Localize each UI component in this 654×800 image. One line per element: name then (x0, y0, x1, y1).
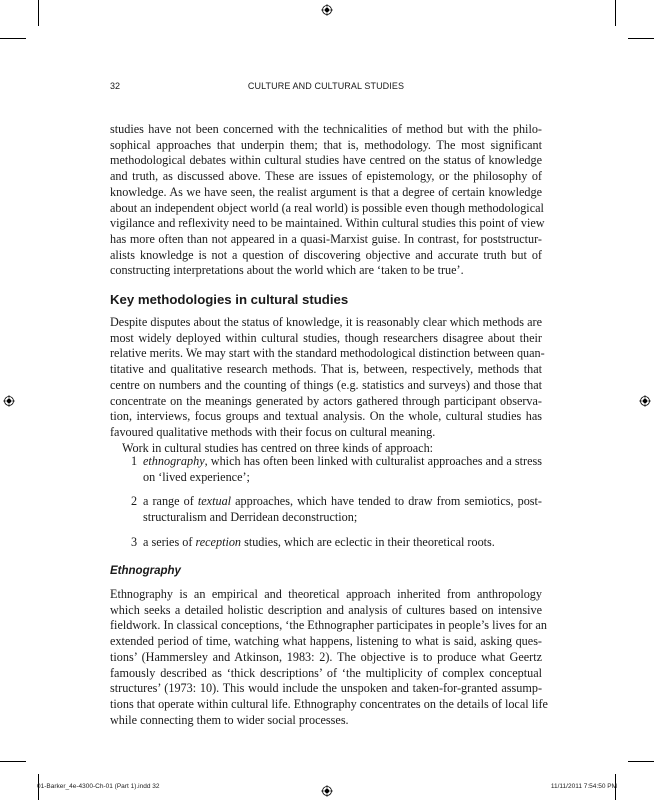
paragraph-text (110, 587, 548, 728)
paragraph-text (110, 122, 545, 279)
text-line: which seeks a detailed holistic description and analysis of cultures based on intensive (110, 602, 542, 617)
crop-mark (0, 761, 26, 762)
list-item: 1 ethnography, which has often been linked with culturalist approaches and a stress on ‘lived experience’; (131, 454, 542, 484)
text-line: constructing interpretations about the world which are ‘taken to be true’. (110, 263, 464, 278)
text-line: alists knowledge is not a question of discovering objective and accurate truth but of (110, 247, 542, 262)
crop-mark (0, 38, 26, 39)
text-line: concentrate on the meanings generated by actors gathered through participant observa- (110, 393, 542, 408)
list-item: 3 a series of reception studies, which are eclectic in their theoretical roots. (131, 534, 495, 549)
registration-mark-icon (321, 4, 333, 16)
running-head (110, 81, 542, 95)
slug-date: 11/11/2011 7:54:50 PM (550, 783, 617, 790)
text-line: and truth, as discussed above. These are issues of epistemology, or the philosophy of (110, 169, 542, 184)
paragraph-methods (110, 315, 545, 456)
text-line: sophical approaches that underpin them; that is, methodology. The most significant (110, 137, 542, 152)
text-line: most widely deployed within cultural studies, though researchers disagree about their (110, 330, 542, 345)
text-line: structures’ (1973: 10). This would include the unspoken and taken-for-granted assump- (110, 681, 542, 696)
registration-mark-icon (3, 395, 15, 407)
paragraph-text (110, 315, 545, 441)
crop-mark (628, 761, 654, 762)
text-line: Despite disputes about the status of knowledge, it is reasonably clear which methods are (110, 315, 542, 329)
section-heading: Key methodologies in cultural studies (110, 292, 349, 307)
text-line: methodological debates within cultural studies have centred on the status of knowledge (110, 153, 542, 168)
paragraph-ethnography (110, 587, 548, 728)
page-number: 32 (110, 81, 121, 91)
paragraph-text: Work in cultural studies has centred on three kinds of approach: (122, 440, 434, 455)
text-line: relative merits. We may start with the standard methodological distinction between quan- (110, 346, 545, 361)
text-line: while connecting them to wider social processes. (110, 712, 349, 727)
text-line: about an independent object world (a real world) is possible even though methodological (110, 200, 544, 215)
text-line: centre on numbers and the counting of things (e.g. statistics and surveys) and those that (110, 377, 542, 392)
registration-mark-icon (639, 395, 651, 407)
text-line: has more often than not appeared in a quasi-Marxist guise. In contrast, for poststructur- (110, 231, 542, 246)
text-line: studies have not been concerned with the technicalities of method but with the philo- (110, 122, 542, 136)
text-line: Ethnography is an empirical and theoretical approach inherited from anthropology (110, 587, 542, 601)
list-item: 2 a range of textual approaches, which have tended to draw from semiotics, post- structuralism and Derridean deconstruction; (131, 494, 542, 525)
registration-mark-icon (321, 785, 333, 797)
crop-mark (615, 0, 616, 26)
text-line: knowledge. As we have seen, the realist argument is that a degree of certain knowledge (110, 184, 542, 199)
approach-list (110, 454, 542, 560)
text-line: extended period of time, watching what happens, listening to what is said, asking ques- (110, 634, 542, 649)
running-head-title: CULTURE AND CULTURAL STUDIES (247, 81, 405, 91)
text-line: favoured qualitative methods with their focus on cultural meaning. (110, 424, 436, 439)
subsection-heading: Ethnography (110, 565, 181, 577)
text-line: famously described as ‘thick descriptions’ of ‘the multiplicity of complex conceptual (110, 665, 542, 680)
text-line: tions’ (Hammersley and Atkinson, 1983: 2). The objective is to produce what Geertz (110, 649, 542, 664)
crop-mark (38, 0, 39, 26)
text-line: titative and qualitative research methods. That is, between, respectively, methods that (110, 362, 542, 377)
crop-mark (628, 38, 654, 39)
text-line: vigilance and reflexivity need to be maintained. Within cultural studies this point of view (110, 216, 545, 231)
text-line: tions that operate within cultural life. Ethnography concentrates on the details of local life (110, 696, 548, 711)
text-line: fieldwork. In classical conceptions, ‘the Ethnographer participates in people’s lives for an (110, 618, 547, 633)
paragraph-methodology (110, 122, 545, 279)
text-line: tion, interviews, focus groups and textual analysis. On the whole, cultural studies has (110, 409, 542, 424)
slug-file: 01-Barker_4e-4300-Ch-01 (Part 1).indd 32 (37, 783, 160, 790)
